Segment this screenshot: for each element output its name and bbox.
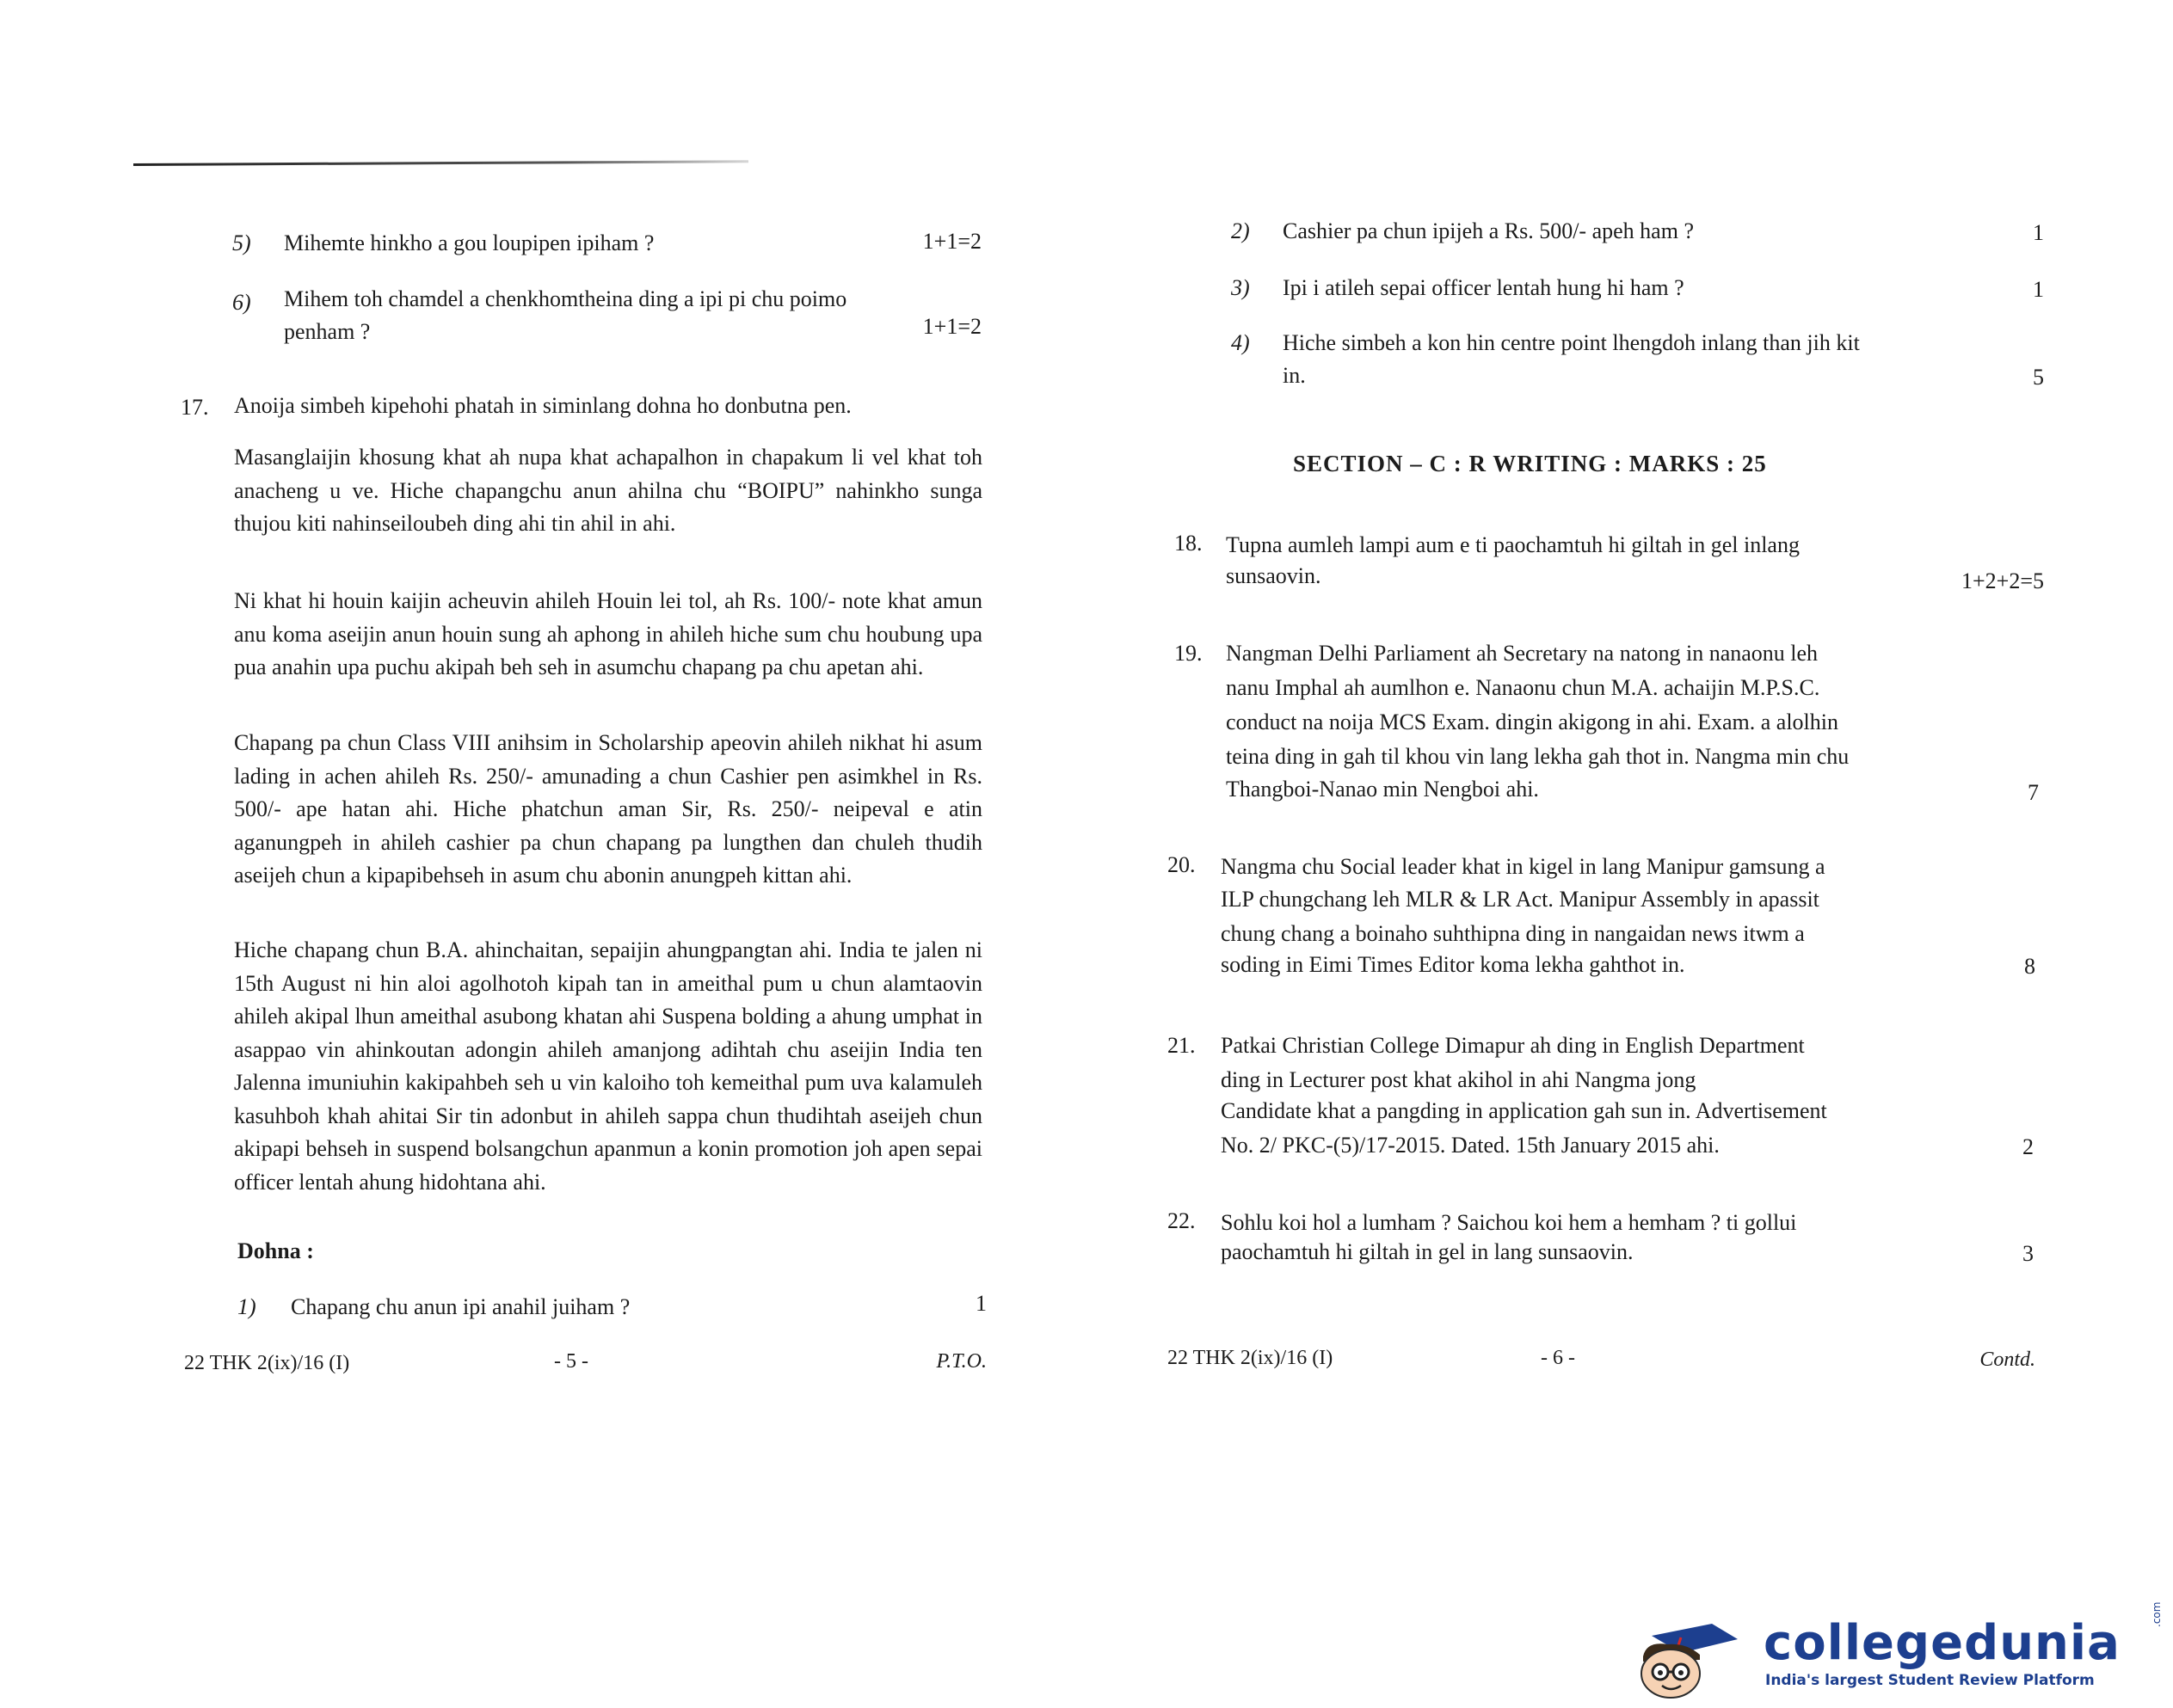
subquestion-text-line: Mihem toh chamdel a chenkhomtheina ding a ipi pi chu poimo <box>284 286 847 311</box>
subquestion-number: 4) <box>1231 330 1250 355</box>
question-text-line: chung chang a boinaho suhthipna ding in nangaidan news itwm a <box>1221 921 1805 946</box>
question-marks: 3 <box>2022 1241 2034 1266</box>
subquestion-number: 2) <box>1231 218 1250 243</box>
question-marks: 8 <box>2024 954 2035 979</box>
footer-note: Contd. <box>1979 1349 2035 1371</box>
logo-domain-suffix: .com <box>2151 1601 2163 1627</box>
question-number: 18. <box>1174 531 1203 556</box>
question-text-line: paochamtuh hi giltah in gel in lang sunsaovin. <box>1221 1239 1634 1264</box>
question-text-line: Candidate khat a pangding in application gah sun in. Advertisement <box>1221 1098 1827 1123</box>
logo-wordmark: collegedunia <box>1764 1615 2121 1671</box>
question-number: 19. <box>1174 641 1203 666</box>
question-text-line: nanu Imphal ah aumlhon e. Nanaonu chun M.A. achaijin M.P.S.C. <box>1226 675 1820 700</box>
question-text-line: sunsaovin. <box>1226 563 1321 588</box>
subquestion-marks: 1+1=2 <box>922 314 982 339</box>
question-text-line: conduct na noija MCS Exam. dingin akigong in ahi. Exam. a alolhin <box>1226 710 1838 734</box>
footer-paper-code: 22 THK 2(ix)/16 (I) <box>1167 1347 1333 1369</box>
footer-paper-code: 22 THK 2(ix)/16 (I) <box>184 1352 350 1374</box>
question-text-line: Nangma chu Social leader khat in kigel in lang Manipur gamsung a <box>1221 854 1825 879</box>
question-text-line: ding in Lecturer post khat akihol in ahi Nangma jong <box>1221 1067 1696 1092</box>
question-marks: 2 <box>2022 1134 2034 1159</box>
subquestion-text-line: penham ? <box>284 319 371 344</box>
question-text-line: ILP chungchang leh MLR & LR Act. Manipur Assembly in apassit <box>1221 887 1819 912</box>
subquestion-marks: 5 <box>2033 365 2044 390</box>
question-text-line: Thangboi-Nanao min Nengboi ahi. <box>1226 777 1539 802</box>
section-heading: SECTION – C : R WRITING : MARKS : 25 <box>1293 451 1767 476</box>
student-mascot-icon <box>1617 1617 1746 1703</box>
question-prompt: Anoija simbeh kipehohi phatah in siminlang dohna ho donbutna pen. <box>234 393 852 418</box>
question-number: 20. <box>1167 852 1196 877</box>
subquestion-text: Ipi i atileh sepai officer lentah hung hi ham ? <box>1283 275 1684 300</box>
collegedunia-logo[interactable] <box>1617 1601 2168 1703</box>
subquestion-number: 3) <box>1231 275 1250 300</box>
question-text-line: Nangman Delhi Parliament ah Secretary na natong in nanaonu leh <box>1226 641 1819 666</box>
subquestion-text: Mihemte hinkho a gou loupipen ipiham ? <box>284 230 655 255</box>
question-number: 17. <box>181 395 209 420</box>
subquestion-number: 6) <box>232 290 251 315</box>
question-text-line: teina ding in gah til khou vin lang lekha gah thot in. Nangma min chu <box>1226 744 1850 769</box>
footer-note: P.T.O. <box>936 1350 987 1373</box>
logo-tagline: India's largest Student Review Platform <box>1765 1672 2095 1689</box>
question-text-line: soding in Eimi Times Editor koma lekha gahthot in. <box>1221 952 1685 977</box>
subquestion-number: 5) <box>232 230 251 255</box>
subquestion-text: Cashier pa chun ipijeh a Rs. 500/- apeh ham ? <box>1283 218 1694 243</box>
question-marks: 1+2+2=5 <box>1961 568 2044 593</box>
subquestion-marks: 1 <box>2033 277 2044 302</box>
passage-paragraph: Hiche chapang chun B.A. ahinchaitan, sepaijin ahungpangtan ahi. India te jalen ni 15th August ni hin aloi agolhotoh kipah tan in ameithal pum u chun alamtaovin ahileh akipal lhun ameithal asubong khatan ahi Suspena bolding a ahung umphat in asappao vin ahinkoutan adongin ahileh amanjong adihtah chu aseijin India ten Jalenna imuniuhin kakipahbeh seh u vin kaloiho toh kemeithal pum uva kalamuleh kasuhboh khah ahitai Sir tin adonbut in ahileh sappa chun thudihtah aseijeh chun akipapi behseh in suspend bolsangchun apanmun a konin promotion joh apen sepai officer lentah ahung hidohtana ahi. <box>234 937 982 1195</box>
question-number: 22. <box>1167 1208 1196 1233</box>
right-page <box>1086 0 2173 1708</box>
footer-page-number: - 6 - <box>1541 1347 1575 1369</box>
question-text-line: No. 2/ PKC-(5)/17-2015. Dated. 15th January 2015 ahi. <box>1221 1133 1720 1158</box>
passage-paragraph: Ni khat hi houin kaijin acheuvin ahileh Houin lei tol, ah Rs. 100/- note khat amun anu koma aseijin anun houin sung ah aphong in ahileh hiche sum chu houbung upa pua anahin upa puchu akipah beh seh in asumchu chapang pa chu apetan ahi. <box>234 588 982 679</box>
question-marks: 7 <box>2028 780 2039 805</box>
question-text-line: Tupna aumleh lampi aum e ti paochamtuh hi giltah in gel inlang <box>1226 532 1800 557</box>
subquestion-number: 1) <box>237 1294 256 1319</box>
left-page <box>0 0 1086 1708</box>
footer-page-number: - 5 - <box>554 1350 588 1373</box>
question-text-line: Sohlu koi hol a lumham ? Saichou koi hem a hemham ? ti gollui <box>1221 1210 1797 1235</box>
subquestion-text-line: Hiche simbeh a kon hin centre point lhengdoh inlang than jih kit <box>1283 330 1860 355</box>
subquestion-text-line: in. <box>1283 363 1306 388</box>
passage-paragraph: Masanglaijin khosung khat ah nupa khat achapalhon in chapakum li vel khat toh anacheng u ve. Hiche chapangchu anun ahilna chu “BOIPU” nahinkho sunga thujou kiti nahinseiloubeh ding ahi tin ahil in ahi. <box>234 445 982 536</box>
subquestion-marks: 1+1=2 <box>922 229 982 254</box>
subquestion-marks: 1 <box>2033 220 2044 245</box>
questions-label: Dohna : <box>237 1238 314 1263</box>
question-number: 21. <box>1167 1033 1196 1058</box>
question-text-line: Patkai Christian College Dimapur ah ding in English Department <box>1221 1033 1805 1058</box>
subquestion-text: Chapang chu anun ipi anahil juiham ? <box>291 1294 631 1319</box>
top-rule-divider <box>133 160 748 166</box>
passage-paragraph: Chapang pa chun Class VIII anihsim in Scholarship apeovin ahileh nikhat hi asum lading in achen ahileh Rs. 250/- amunading a chun Cashier pen asimkhel in Rs. 500/- ape hatan ahi. Hiche phatchun aman Sir, Rs. 250/- neipeval e atin aganungpeh in ahileh cashier pa chun chapang pa lungthen dan chuleh thudih aseijeh chun a kipapibehseh in asum chu abonin anungpeh kittan ahi. <box>234 730 982 888</box>
subquestion-marks: 1 <box>976 1291 987 1316</box>
